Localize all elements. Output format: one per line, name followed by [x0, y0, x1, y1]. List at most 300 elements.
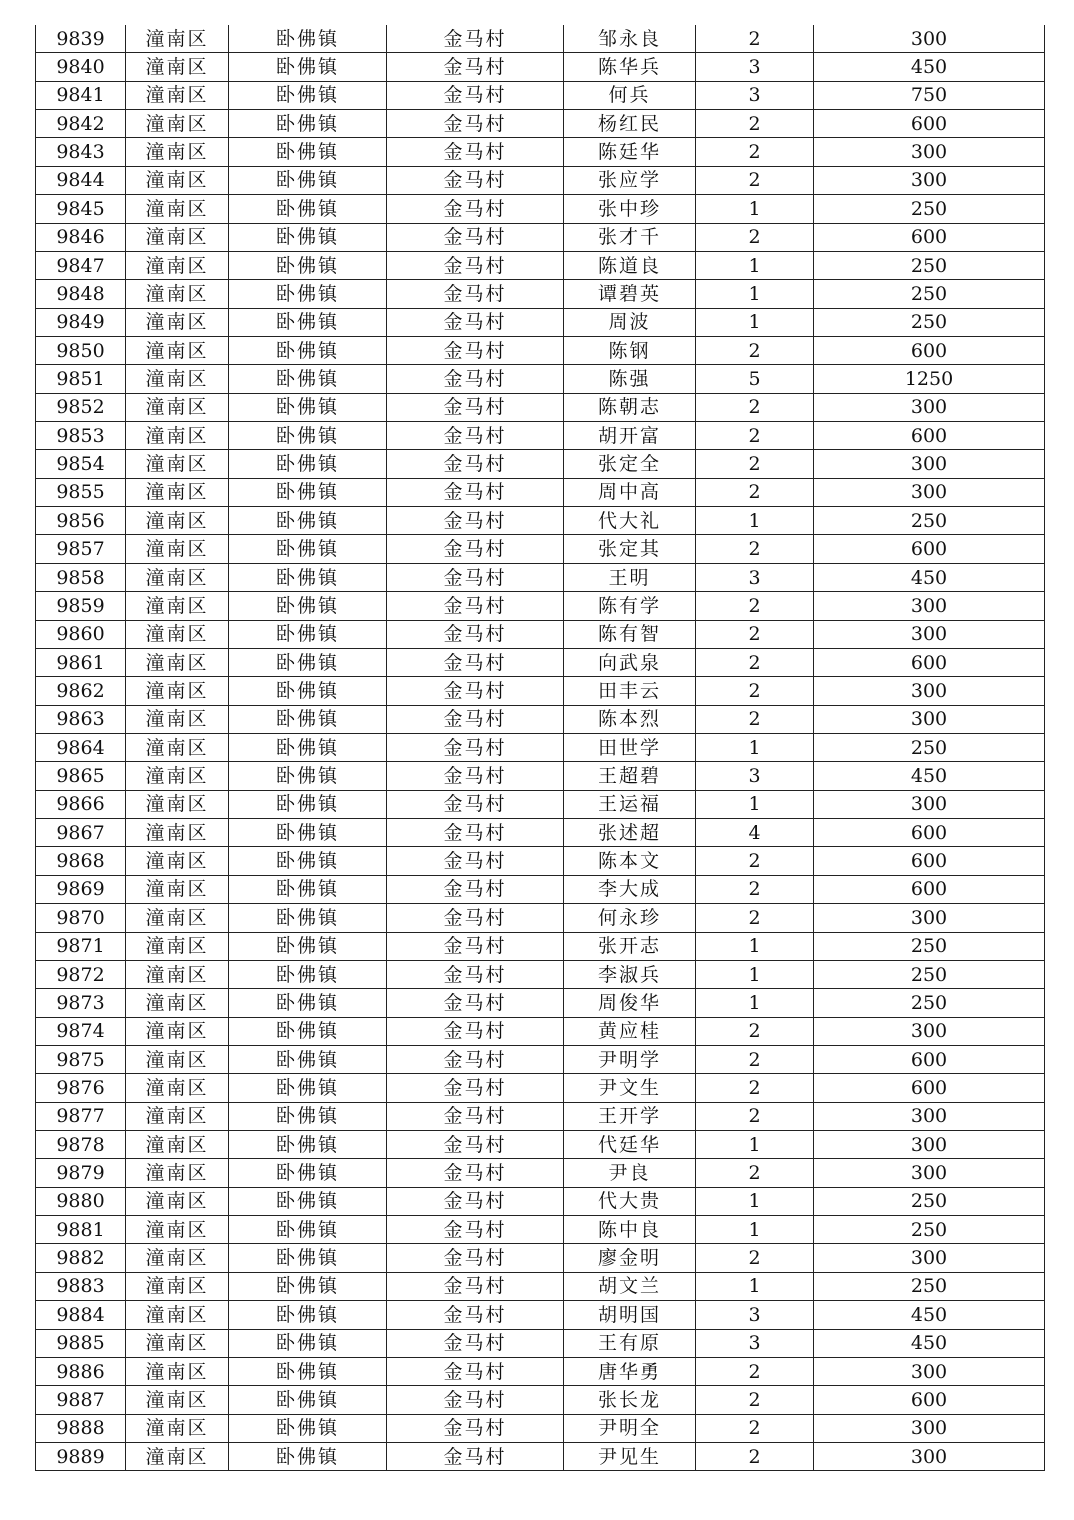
row-number-cell: 9840: [36, 53, 126, 81]
table-row: [36, 393, 1045, 421]
table-row: [36, 195, 1045, 223]
district-cell: 潼南区: [126, 1045, 229, 1073]
town-cell: 卧佛镇: [229, 336, 387, 364]
village-cell: 金马村: [387, 308, 564, 336]
person-name-cell: 陈中良: [564, 1216, 696, 1244]
table-row: [36, 932, 1045, 960]
district-cell: 潼南区: [126, 535, 229, 563]
row-number-cell: 9843: [36, 138, 126, 166]
person-name-cell: 陈本文: [564, 847, 696, 875]
row-number-cell: 9854: [36, 450, 126, 478]
table-row: [36, 592, 1045, 620]
district-cell: 潼南区: [126, 1357, 229, 1385]
village-cell: 金马村: [387, 336, 564, 364]
town-cell: 卧佛镇: [229, 762, 387, 790]
table-row: [36, 308, 1045, 336]
row-number-cell: 9851: [36, 365, 126, 393]
person-name-cell: 王有原: [564, 1329, 696, 1357]
district-cell: 潼南区: [126, 620, 229, 648]
table-row: [36, 251, 1045, 279]
person-name-cell: 张中珍: [564, 195, 696, 223]
village-cell: 金马村: [387, 1442, 564, 1470]
district-cell: 潼南区: [126, 819, 229, 847]
town-cell: 卧佛镇: [229, 53, 387, 81]
table-row: [36, 563, 1045, 591]
town-cell: 卧佛镇: [229, 535, 387, 563]
person-name-cell: 陈朝志: [564, 393, 696, 421]
amount-cell: 300: [814, 393, 1045, 421]
row-number-cell: 9887: [36, 1386, 126, 1414]
household-count-cell: 3: [696, 1329, 814, 1357]
amount-cell: 250: [814, 1187, 1045, 1215]
village-cell: 金马村: [387, 762, 564, 790]
table-row: [36, 1216, 1045, 1244]
person-name-cell: 周俊华: [564, 989, 696, 1017]
amount-cell: 300: [814, 1017, 1045, 1045]
row-number-cell: 9881: [36, 1216, 126, 1244]
household-count-cell: 1: [696, 1272, 814, 1300]
amount-cell: 600: [814, 847, 1045, 875]
amount-cell: 300: [814, 1131, 1045, 1159]
person-name-cell: 尹明学: [564, 1045, 696, 1073]
town-cell: 卧佛镇: [229, 393, 387, 421]
amount-cell: 250: [814, 960, 1045, 988]
table-row: [36, 1272, 1045, 1300]
row-number-cell: 9873: [36, 989, 126, 1017]
district-cell: 潼南区: [126, 932, 229, 960]
person-name-cell: 陈道良: [564, 251, 696, 279]
household-count-cell: 2: [696, 1357, 814, 1385]
town-cell: 卧佛镇: [229, 592, 387, 620]
table-row: [36, 989, 1045, 1017]
table-row: [36, 1131, 1045, 1159]
town-cell: 卧佛镇: [229, 25, 387, 53]
amount-cell: 450: [814, 53, 1045, 81]
household-count-cell: 1: [696, 1187, 814, 1215]
person-name-cell: 尹文生: [564, 1074, 696, 1102]
amount-cell: 300: [814, 138, 1045, 166]
table-row: [36, 620, 1045, 648]
town-cell: 卧佛镇: [229, 1272, 387, 1300]
village-cell: 金马村: [387, 790, 564, 818]
row-number-cell: 9863: [36, 705, 126, 733]
village-cell: 金马村: [387, 25, 564, 53]
village-cell: 金马村: [387, 138, 564, 166]
household-count-cell: 2: [696, 1045, 814, 1073]
town-cell: 卧佛镇: [229, 932, 387, 960]
person-name-cell: 王开学: [564, 1102, 696, 1130]
amount-cell: 300: [814, 705, 1045, 733]
village-cell: 金马村: [387, 1017, 564, 1045]
row-number-cell: 9885: [36, 1329, 126, 1357]
amount-cell: 300: [814, 1244, 1045, 1272]
district-cell: 潼南区: [126, 450, 229, 478]
table-row: [36, 677, 1045, 705]
amount-cell: 250: [814, 308, 1045, 336]
town-cell: 卧佛镇: [229, 790, 387, 818]
table-row: [36, 25, 1045, 53]
household-count-cell: 2: [696, 1074, 814, 1102]
table-body: [36, 25, 1045, 1471]
table-row: [36, 166, 1045, 194]
person-name-cell: 尹见生: [564, 1442, 696, 1470]
person-name-cell: 胡开富: [564, 422, 696, 450]
amount-cell: 300: [814, 166, 1045, 194]
amount-cell: 600: [814, 875, 1045, 903]
person-name-cell: 胡文兰: [564, 1272, 696, 1300]
village-cell: 金马村: [387, 1272, 564, 1300]
district-cell: 潼南区: [126, 1244, 229, 1272]
town-cell: 卧佛镇: [229, 110, 387, 138]
district-cell: 潼南区: [126, 251, 229, 279]
amount-cell: 600: [814, 336, 1045, 364]
district-cell: 潼南区: [126, 989, 229, 1017]
person-name-cell: 陈有智: [564, 620, 696, 648]
row-number-cell: 9842: [36, 110, 126, 138]
row-number-cell: 9862: [36, 677, 126, 705]
village-cell: 金马村: [387, 223, 564, 251]
person-name-cell: 尹良: [564, 1159, 696, 1187]
table-row: [36, 365, 1045, 393]
amount-cell: 250: [814, 932, 1045, 960]
amount-cell: 300: [814, 1442, 1045, 1470]
village-cell: 金马村: [387, 280, 564, 308]
amount-cell: 300: [814, 790, 1045, 818]
row-number-cell: 9850: [36, 336, 126, 364]
person-name-cell: 代大贵: [564, 1187, 696, 1215]
village-cell: 金马村: [387, 365, 564, 393]
town-cell: 卧佛镇: [229, 875, 387, 903]
person-name-cell: 张应学: [564, 166, 696, 194]
household-count-cell: 1: [696, 251, 814, 279]
row-number-cell: 9853: [36, 422, 126, 450]
district-cell: 潼南区: [126, 336, 229, 364]
amount-cell: 300: [814, 620, 1045, 648]
table-row: [36, 507, 1045, 535]
person-name-cell: 周中高: [564, 478, 696, 506]
town-cell: 卧佛镇: [229, 620, 387, 648]
person-name-cell: 唐华勇: [564, 1357, 696, 1385]
district-cell: 潼南区: [126, 1386, 229, 1414]
table-row: [36, 1187, 1045, 1215]
person-name-cell: 王明: [564, 563, 696, 591]
district-cell: 潼南区: [126, 1414, 229, 1442]
row-number-cell: 9857: [36, 535, 126, 563]
amount-cell: 1250: [814, 365, 1045, 393]
household-count-cell: 1: [696, 195, 814, 223]
table-row: [36, 1017, 1045, 1045]
town-cell: 卧佛镇: [229, 365, 387, 393]
table-row: [36, 53, 1045, 81]
row-number-cell: 9872: [36, 960, 126, 988]
district-cell: 潼南区: [126, 110, 229, 138]
household-count-cell: 2: [696, 25, 814, 53]
person-name-cell: 邹永良: [564, 25, 696, 53]
household-count-cell: 2: [696, 705, 814, 733]
person-name-cell: 何兵: [564, 81, 696, 109]
person-name-cell: 黄应桂: [564, 1017, 696, 1045]
table-row: [36, 1386, 1045, 1414]
household-count-cell: 2: [696, 592, 814, 620]
person-name-cell: 陈廷华: [564, 138, 696, 166]
village-cell: 金马村: [387, 819, 564, 847]
household-count-cell: 2: [696, 904, 814, 932]
household-count-cell: 2: [696, 393, 814, 421]
amount-cell: 600: [814, 535, 1045, 563]
town-cell: 卧佛镇: [229, 1159, 387, 1187]
row-number-cell: 9882: [36, 1244, 126, 1272]
village-cell: 金马村: [387, 875, 564, 903]
village-cell: 金马村: [387, 1131, 564, 1159]
district-cell: 潼南区: [126, 138, 229, 166]
person-name-cell: 张长龙: [564, 1386, 696, 1414]
person-name-cell: 陈有学: [564, 592, 696, 620]
district-cell: 潼南区: [126, 280, 229, 308]
household-count-cell: 2: [696, 1386, 814, 1414]
town-cell: 卧佛镇: [229, 251, 387, 279]
town-cell: 卧佛镇: [229, 648, 387, 676]
row-number-cell: 9888: [36, 1414, 126, 1442]
household-count-cell: 1: [696, 280, 814, 308]
household-count-cell: 2: [696, 1159, 814, 1187]
village-cell: 金马村: [387, 1244, 564, 1272]
household-count-cell: 2: [696, 1244, 814, 1272]
row-number-cell: 9869: [36, 875, 126, 903]
town-cell: 卧佛镇: [229, 819, 387, 847]
amount-cell: 600: [814, 223, 1045, 251]
household-count-cell: 1: [696, 989, 814, 1017]
village-cell: 金马村: [387, 1102, 564, 1130]
district-cell: 潼南区: [126, 365, 229, 393]
person-name-cell: 尹明全: [564, 1414, 696, 1442]
village-cell: 金马村: [387, 705, 564, 733]
person-name-cell: 陈强: [564, 365, 696, 393]
table-row: [36, 1074, 1045, 1102]
town-cell: 卧佛镇: [229, 960, 387, 988]
person-name-cell: 田世学: [564, 733, 696, 761]
town-cell: 卧佛镇: [229, 478, 387, 506]
amount-cell: 600: [814, 110, 1045, 138]
district-cell: 潼南区: [126, 507, 229, 535]
table-row: [36, 790, 1045, 818]
village-cell: 金马村: [387, 393, 564, 421]
household-count-cell: 1: [696, 1216, 814, 1244]
person-name-cell: 田丰云: [564, 677, 696, 705]
amount-cell: 300: [814, 450, 1045, 478]
row-number-cell: 9876: [36, 1074, 126, 1102]
amount-cell: 300: [814, 1414, 1045, 1442]
person-name-cell: 张定其: [564, 535, 696, 563]
amount-cell: 600: [814, 1386, 1045, 1414]
town-cell: 卧佛镇: [229, 1442, 387, 1470]
table-row: [36, 110, 1045, 138]
town-cell: 卧佛镇: [229, 223, 387, 251]
village-cell: 金马村: [387, 1301, 564, 1329]
district-cell: 潼南区: [126, 478, 229, 506]
district-cell: 潼南区: [126, 1187, 229, 1215]
amount-cell: 300: [814, 478, 1045, 506]
table-row: [36, 875, 1045, 903]
household-count-cell: 1: [696, 1131, 814, 1159]
person-name-cell: 何永珍: [564, 904, 696, 932]
household-count-cell: 3: [696, 81, 814, 109]
person-name-cell: 陈华兵: [564, 53, 696, 81]
town-cell: 卧佛镇: [229, 1216, 387, 1244]
village-cell: 金马村: [387, 166, 564, 194]
village-cell: 金马村: [387, 1329, 564, 1357]
row-number-cell: 9889: [36, 1442, 126, 1470]
row-number-cell: 9845: [36, 195, 126, 223]
table-row: [36, 1329, 1045, 1357]
district-cell: 潼南区: [126, 790, 229, 818]
district-cell: 潼南区: [126, 762, 229, 790]
person-name-cell: 李大成: [564, 875, 696, 903]
row-number-cell: 9874: [36, 1017, 126, 1045]
town-cell: 卧佛镇: [229, 280, 387, 308]
amount-cell: 600: [814, 1074, 1045, 1102]
town-cell: 卧佛镇: [229, 1131, 387, 1159]
household-count-cell: 3: [696, 1301, 814, 1329]
person-name-cell: 王超碧: [564, 762, 696, 790]
person-name-cell: 胡明国: [564, 1301, 696, 1329]
table-row: [36, 1301, 1045, 1329]
village-cell: 金马村: [387, 1414, 564, 1442]
district-cell: 潼南区: [126, 422, 229, 450]
town-cell: 卧佛镇: [229, 1244, 387, 1272]
household-count-cell: 2: [696, 478, 814, 506]
village-cell: 金马村: [387, 1386, 564, 1414]
person-name-cell: 李淑兵: [564, 960, 696, 988]
household-count-cell: 2: [696, 1017, 814, 1045]
household-count-cell: 1: [696, 932, 814, 960]
household-count-cell: 2: [696, 422, 814, 450]
household-count-cell: 1: [696, 960, 814, 988]
village-cell: 金马村: [387, 1074, 564, 1102]
town-cell: 卧佛镇: [229, 422, 387, 450]
district-cell: 潼南区: [126, 1102, 229, 1130]
amount-cell: 750: [814, 81, 1045, 109]
district-cell: 潼南区: [126, 648, 229, 676]
district-cell: 潼南区: [126, 960, 229, 988]
village-cell: 金马村: [387, 677, 564, 705]
district-cell: 潼南区: [126, 1074, 229, 1102]
table-row: [36, 138, 1045, 166]
table-row: [36, 705, 1045, 733]
table-row: [36, 648, 1045, 676]
amount-cell: 300: [814, 1357, 1045, 1385]
amount-cell: 250: [814, 1272, 1045, 1300]
district-cell: 潼南区: [126, 1272, 229, 1300]
village-cell: 金马村: [387, 1045, 564, 1073]
village-cell: 金马村: [387, 422, 564, 450]
row-number-cell: 9877: [36, 1102, 126, 1130]
amount-cell: 450: [814, 1301, 1045, 1329]
town-cell: 卧佛镇: [229, 677, 387, 705]
row-number-cell: 9855: [36, 478, 126, 506]
village-cell: 金马村: [387, 81, 564, 109]
town-cell: 卧佛镇: [229, 733, 387, 761]
village-cell: 金马村: [387, 592, 564, 620]
table-row: [36, 1102, 1045, 1130]
village-cell: 金马村: [387, 1216, 564, 1244]
household-count-cell: 2: [696, 138, 814, 166]
household-count-cell: 1: [696, 507, 814, 535]
person-name-cell: 张定全: [564, 450, 696, 478]
row-number-cell: 9841: [36, 81, 126, 109]
row-number-cell: 9849: [36, 308, 126, 336]
village-cell: 金马村: [387, 847, 564, 875]
row-number-cell: 9871: [36, 932, 126, 960]
district-cell: 潼南区: [126, 195, 229, 223]
row-number-cell: 9866: [36, 790, 126, 818]
household-count-cell: 1: [696, 733, 814, 761]
district-cell: 潼南区: [126, 1159, 229, 1187]
district-cell: 潼南区: [126, 904, 229, 932]
household-count-cell: 2: [696, 648, 814, 676]
table-row: [36, 223, 1045, 251]
amount-cell: 250: [814, 507, 1045, 535]
amount-cell: 600: [814, 648, 1045, 676]
amount-cell: 250: [814, 989, 1045, 1017]
person-name-cell: 陈钢: [564, 336, 696, 364]
district-cell: 潼南区: [126, 393, 229, 421]
district-cell: 潼南区: [126, 1301, 229, 1329]
household-count-cell: 2: [696, 535, 814, 563]
amount-cell: 600: [814, 422, 1045, 450]
row-number-cell: 9864: [36, 733, 126, 761]
town-cell: 卧佛镇: [229, 1102, 387, 1130]
household-count-cell: 1: [696, 790, 814, 818]
amount-cell: 450: [814, 563, 1045, 591]
town-cell: 卧佛镇: [229, 847, 387, 875]
amount-cell: 250: [814, 251, 1045, 279]
village-cell: 金马村: [387, 478, 564, 506]
district-cell: 潼南区: [126, 705, 229, 733]
district-cell: 潼南区: [126, 81, 229, 109]
amount-cell: 250: [814, 280, 1045, 308]
row-number-cell: 9860: [36, 620, 126, 648]
village-cell: 金马村: [387, 1159, 564, 1187]
household-count-cell: 2: [696, 1414, 814, 1442]
row-number-cell: 9883: [36, 1272, 126, 1300]
district-cell: 潼南区: [126, 308, 229, 336]
town-cell: 卧佛镇: [229, 195, 387, 223]
district-cell: 潼南区: [126, 733, 229, 761]
village-cell: 金马村: [387, 110, 564, 138]
village-cell: 金马村: [387, 1357, 564, 1385]
table-row: [36, 847, 1045, 875]
person-name-cell: 张开志: [564, 932, 696, 960]
village-cell: 金马村: [387, 53, 564, 81]
amount-cell: 450: [814, 1329, 1045, 1357]
row-number-cell: 9852: [36, 393, 126, 421]
row-number-cell: 9844: [36, 166, 126, 194]
person-name-cell: 杨红民: [564, 110, 696, 138]
village-cell: 金马村: [387, 1187, 564, 1215]
household-count-cell: 2: [696, 620, 814, 648]
table-row: [36, 336, 1045, 364]
village-cell: 金马村: [387, 195, 564, 223]
table-row: [36, 478, 1045, 506]
village-cell: 金马村: [387, 989, 564, 1017]
household-count-cell: 2: [696, 677, 814, 705]
town-cell: 卧佛镇: [229, 563, 387, 591]
amount-cell: 300: [814, 592, 1045, 620]
household-count-cell: 4: [696, 819, 814, 847]
row-number-cell: 9870: [36, 904, 126, 932]
row-number-cell: 9875: [36, 1045, 126, 1073]
town-cell: 卧佛镇: [229, 1329, 387, 1357]
